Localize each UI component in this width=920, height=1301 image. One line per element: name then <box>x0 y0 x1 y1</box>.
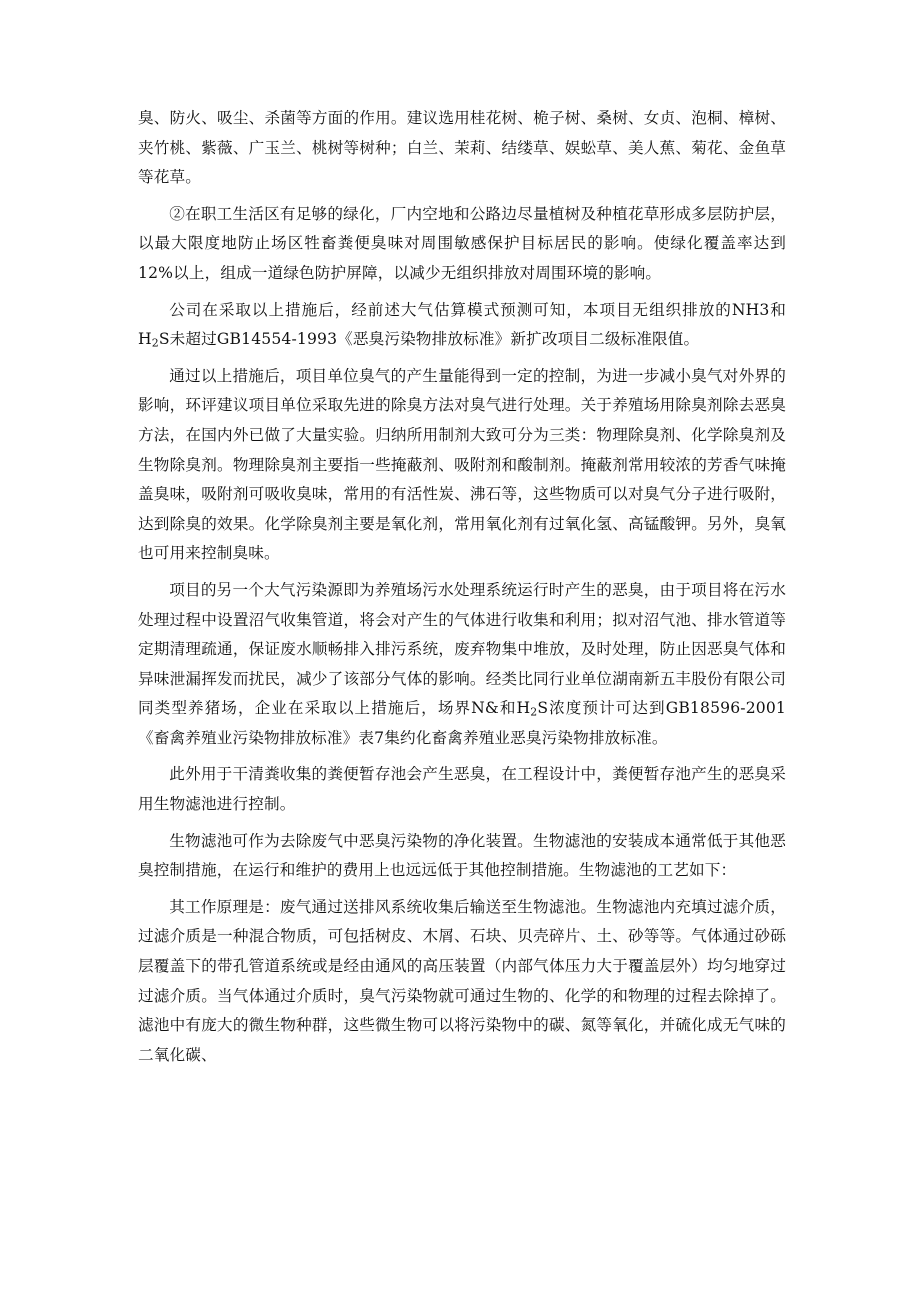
paragraph-greening: ②在职工生活区有足够的绿化，厂内空地和公路边尽量植树及种植花草形成多层防护层，以最大限度地防止场区牲畜粪便臭味对周围敏感保护目标居民的影响。使绿化覆盖率达到12%以上，组成一道绿色防护屏障，以减少无组织排放对周围环境的影响。 <box>138 204 786 282</box>
paragraph-biofilter-intro: 生物滤池可作为去除废气中恶臭污染物的净化装置。生物滤池的安装成本通常低于其他恶臭控制措施，在运行和维护的费用上也远远低于其他控制措施。生物滤池的工艺如下： <box>138 831 786 880</box>
emission-text-b: S未超过GB14554-1993《恶臭污染物排放标准》新扩改项目二级标准限值。 <box>158 330 700 349</box>
paragraph-biofilter-principle: 其工作原理是：废气通过送排风系统收集后输送至生物滤池。生物滤池内充填过滤介质，过滤介质是一种混合物质，可包括树皮、木屑、石块、贝壳碎片、土、砂等等。气体通过砂砾层覆盖下的带孔管道系统或是经由通风的高压装置（内部气体压力大于覆盖层外）均匀地穿过过滤介质。当气体通过介质时，臭气污染物就可通过生物的、化学的和物理的过程去除掉了。滤池中有庞大的微生物种群，这些微生物可以将污染物中的碳、氮等氧化，并硫化成无气味的二氧化碳、 <box>138 897 786 1064</box>
paragraph-wastewater-odor <box>138 576 786 754</box>
paragraph-plant-species: 臭、防火、吸尘、杀菌等方面的作用。建议选用桂花树、桅子树、桑树、女贞、泡桐、樟树、夹竹桃、紫薇、广玉兰、桃树等树种；白兰、茉莉、结缕草、娱蚣草、美人蕉、菊花、金鱼草等花草。 <box>138 109 786 187</box>
wastewater-text-b: S浓度预计可达到GB18596-2001《畜禽养殖业污染物排放标准》表7集约化畜禽养殖业恶臭污染物排放标准。 <box>138 699 786 747</box>
wastewater-text-a: 项目的另一个大气污染源即为养殖场污水处理系统运行时产生的恶臭，由于项目将在污水处理过程中设置沼气收集管道，将会对产生的气体进行收集和利用；拟对沼气池、排水管道等定期清理疏通，保证废水顺畅排入排污系统，废弃物集中堆放，及时处理，防止因恶臭气体和异味泄漏挥发而扰民，减少了该部分气体的影响。经类比同行业单位湖南新五丰股份有限公司同类型养猪场，企业在采取以上措施后，场界N&和H <box>138 580 786 718</box>
subscript-two: 2 <box>151 336 159 350</box>
document-body <box>138 104 786 1077</box>
emission-text-a: 公司在采取以上措施后，经前述大气估算模式预测可知，本项目无组织排放的NH3和H <box>138 300 786 349</box>
paragraph-manure-storage: 此外用于干清粪收集的粪便暂存池会产生恶臭，在工程设计中，粪便暂存池产生的恶臭采用生物滤池进行控制。 <box>138 765 786 814</box>
paragraph-deodorant-methods: 通过以上措施后，项目单位臭气的产生量能得到一定的控制，为进一步减小臭气对外界的影响，环评建议项目单位采取先进的除臭方法对臭气进行处理。关于养殖场用除臭剂除去恶臭方法，在国内外已做了大量实验。归纳所用制剂大致可分为三类：物理除臭剂、化学除臭剂及生物除臭剂。物理除臭剂主要指一些掩蔽剂、吸附剂和酸制剂。掩蔽剂常用较浓的芳香气味掩盖臭味，吸附剂可吸收臭味，常用的有活性炭、沸石等，这些物质可以对臭气分子进行吸附，达到除臭的效果。化学除臭剂主要是氧化剂，常用氧化剂有过氧化氢、高锰酸钾。另外，臭氧也可用来控制臭味。 <box>138 366 786 563</box>
paragraph-emission-standard <box>138 296 786 355</box>
subscript-two: 2 <box>530 706 538 719</box>
